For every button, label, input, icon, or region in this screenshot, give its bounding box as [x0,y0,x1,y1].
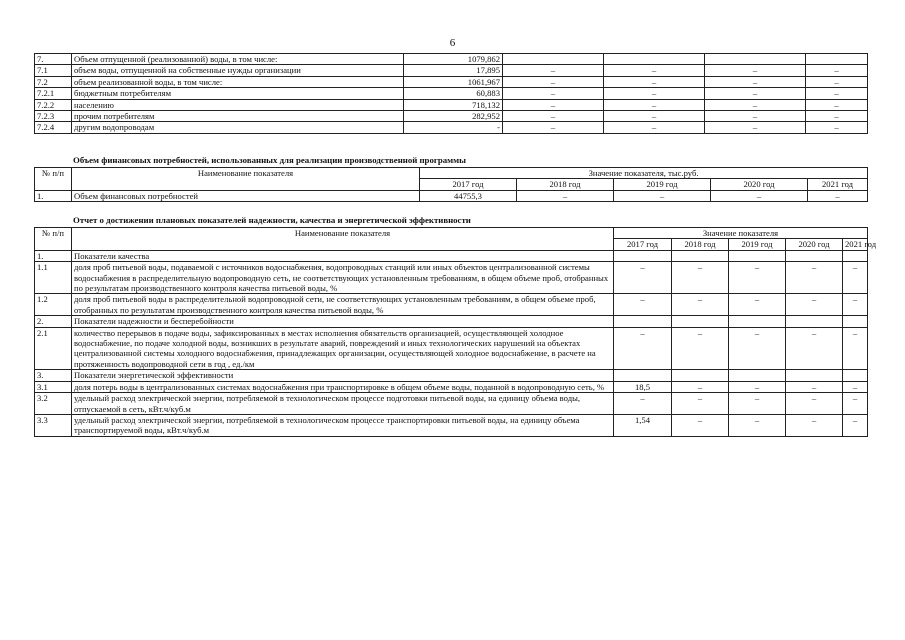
row-num: 1. [35,250,72,261]
row-value: – [614,393,672,415]
row-num: 3.3 [35,414,72,436]
financial-needs-title: Объем финансовых потребностей, использованных для реализации производственной программы [73,155,466,165]
table-row [35,76,868,87]
row-value [604,54,705,65]
row-value: – [843,327,868,370]
row-value: 1079,862 [404,54,503,65]
row-num: 7.2.2 [35,99,72,110]
empty-cell [672,250,729,261]
table-row [35,99,868,110]
year-header: 2020 год [711,179,808,190]
row-name: удельный расход электрической энергии, потребляемой в технологическом процессе транспортировки питьевой воды, на единицу объема транспортируемой воды, кВт.ч/куб.м [72,414,614,436]
row-value: – [672,262,729,294]
row-value: – [604,88,705,99]
row-name: другим водопроводам [72,122,404,133]
empty-cell [843,370,868,381]
row-value: – [843,294,868,316]
row-value: 44755,3 [420,190,517,201]
row-name: доля проб питьевой воды в распределительной водопроводной сети, не соответствующих установленным требованиям, в общем объеме проб, отобранных по результатам производственного контроля качества питьевой воды, % [72,294,614,316]
row-value: – [786,327,843,370]
row-value: – [705,88,806,99]
row-value: – [843,381,868,392]
row-name: бюджетным потребителям [72,88,404,99]
water-volume-table [34,53,868,134]
year-header: 2018 год [672,239,729,250]
section-row [35,316,868,327]
row-name: прочим потребителям [72,111,404,122]
row-value: – [806,99,868,110]
row-value: – [843,414,868,436]
table-row [35,381,868,392]
row-value: – [843,393,868,415]
row-value: 1,54 [614,414,672,436]
year-header: 2018 год [517,179,614,190]
row-num: 2. [35,316,72,327]
financial-needs-table [34,167,868,202]
row-value: – [614,190,711,201]
table-row [35,190,868,201]
row-num: 7.2.3 [35,111,72,122]
row-value: – [729,327,786,370]
row-value: – [729,294,786,316]
year-header: 2017 год [420,179,517,190]
row-value: – [786,381,843,392]
row-num: 1. [35,190,72,201]
year-header: 2019 год [614,179,711,190]
row-value: – [786,262,843,294]
row-value: - [404,122,503,133]
row-name: удельный расход электрической энергии, потребляемой в технологическом процессе подготовки питьевой воды, на единицу объема воды, отпускаемой в сеть, кВт.ч/куб.м [72,393,614,415]
table-row [35,122,868,133]
row-value: 718,132 [404,99,503,110]
row-value: – [843,262,868,294]
year-header: 2021 год [843,239,868,250]
row-value: 1061,967 [404,76,503,87]
row-value: – [729,381,786,392]
row-value: 282,952 [404,111,503,122]
empty-cell [614,370,672,381]
empty-cell [672,370,729,381]
row-value: – [672,381,729,392]
row-value: – [786,414,843,436]
empty-cell [729,370,786,381]
page-number: 6 [449,37,456,49]
row-num: 3. [35,370,72,381]
table-row [35,327,868,370]
row-name: Показатели качества [72,250,614,261]
empty-cell [786,370,843,381]
header-num: № п/п [35,228,72,251]
year-header: 2017 год [614,239,672,250]
row-value: – [503,111,604,122]
row-name: доля проб питьевой воды, подаваемой с источников водоснабжения, водопроводных станций или иных объектов централизованной системы водоснабжения в распределительную водопроводную сеть, не соответствующих установленным требованиям, в общем объеме проб, отобранных по результатам производственного контроля качества питьевой воды, % [72,262,614,294]
row-value: – [604,122,705,133]
row-value: – [705,111,806,122]
row-name: населению [72,99,404,110]
row-value: – [806,76,868,87]
empty-cell [843,316,868,327]
header-name: Наименование показателя [72,228,614,251]
row-value: – [503,65,604,76]
year-header: 2019 год [729,239,786,250]
row-value: 60,883 [404,88,503,99]
empty-cell [786,250,843,261]
table-row [35,111,868,122]
row-num: 7.2 [35,76,72,87]
row-num: 3.1 [35,381,72,392]
empty-cell [729,316,786,327]
table-row [35,262,868,294]
header-value: Значение показателя [614,228,868,239]
empty-cell [843,250,868,261]
row-name: Показатели надежности и бесперебойности [72,316,614,327]
row-value: – [806,122,868,133]
row-value: – [808,190,868,201]
row-value: – [614,327,672,370]
table-row [35,414,868,436]
header-num: № п/п [35,168,72,191]
row-value: – [806,88,868,99]
row-value: – [503,99,604,110]
row-value: – [517,190,614,201]
row-value: – [604,111,705,122]
row-name: доля потерь воды в централизованных системах водоснабжения при транспортировке в общем объеме воды, поданной в водопроводную сеть, % [72,381,614,392]
row-num: 7.2.4 [35,122,72,133]
section-row [35,370,868,381]
row-num: 7.1 [35,65,72,76]
empty-cell [786,316,843,327]
row-name: Показатели энергетической эффективности [72,370,614,381]
section-row [35,250,868,261]
row-value: – [503,88,604,99]
year-header: 2021 год [808,179,868,190]
row-value: – [786,294,843,316]
row-name: Объем финансовых потребностей [72,190,420,201]
row-value: 17,895 [404,65,503,76]
row-value: – [806,65,868,76]
row-value: – [604,76,705,87]
table-row [35,294,868,316]
row-value: – [786,393,843,415]
row-value: – [604,65,705,76]
row-value: 18,5 [614,381,672,392]
empty-cell [614,250,672,261]
header-value: Значение показателя, тыс.руб. [420,168,868,179]
row-value: – [705,122,806,133]
row-value: – [729,262,786,294]
row-value: – [672,393,729,415]
row-value: – [672,327,729,370]
empty-cell [672,316,729,327]
row-name: Объем отпущенной (реализованной) воды, в том числе: [72,54,404,65]
row-value: – [604,99,705,110]
header-name: Наименование показателя [72,168,420,191]
row-num: 1.2 [35,294,72,316]
indicators-report-title: Отчет о достижении плановых показателей надежности, качества и энергетической эффективности [73,215,471,225]
row-value: – [705,99,806,110]
empty-cell [614,316,672,327]
row-value [705,54,806,65]
row-value: – [614,294,672,316]
row-value [806,54,868,65]
row-value: – [806,111,868,122]
row-name: объем воды, отпущенной на собственные нужды организации [72,65,404,76]
row-num: 7.2.1 [35,88,72,99]
row-num: 3.2 [35,393,72,415]
row-num: 1.1 [35,262,72,294]
row-value: – [672,414,729,436]
row-value: – [705,65,806,76]
empty-cell [729,250,786,261]
table-row [35,54,868,65]
row-name: объем реализованной воды, в том числе: [72,76,404,87]
row-value: – [503,76,604,87]
row-num: 2.1 [35,327,72,370]
row-value: – [672,294,729,316]
row-value [503,54,604,65]
row-num: 7. [35,54,72,65]
row-value: – [705,76,806,87]
table-row [35,393,868,415]
row-value: – [503,122,604,133]
row-name: количество перерывов в подаче воды, зафиксированных в местах исполнения обязательств организацией, осуществляющей холодное водоснабжение, по подаче холодной воды, возникших в результате аварий, повреждений и иных технологических нарушений на объектах централизованной системы холодного водоснабжения, принадлежащих организации, осуществляющей холодное водоснабжение, в расчете на протяженность водопроводной сети в год , ед./км [72,327,614,370]
row-value: – [729,393,786,415]
indicators-report-table [34,227,877,437]
row-value: – [711,190,808,201]
table-row [35,88,868,99]
row-value: – [614,262,672,294]
row-value: – [729,414,786,436]
table-row [35,65,868,76]
year-header: 2020 год [786,239,843,250]
